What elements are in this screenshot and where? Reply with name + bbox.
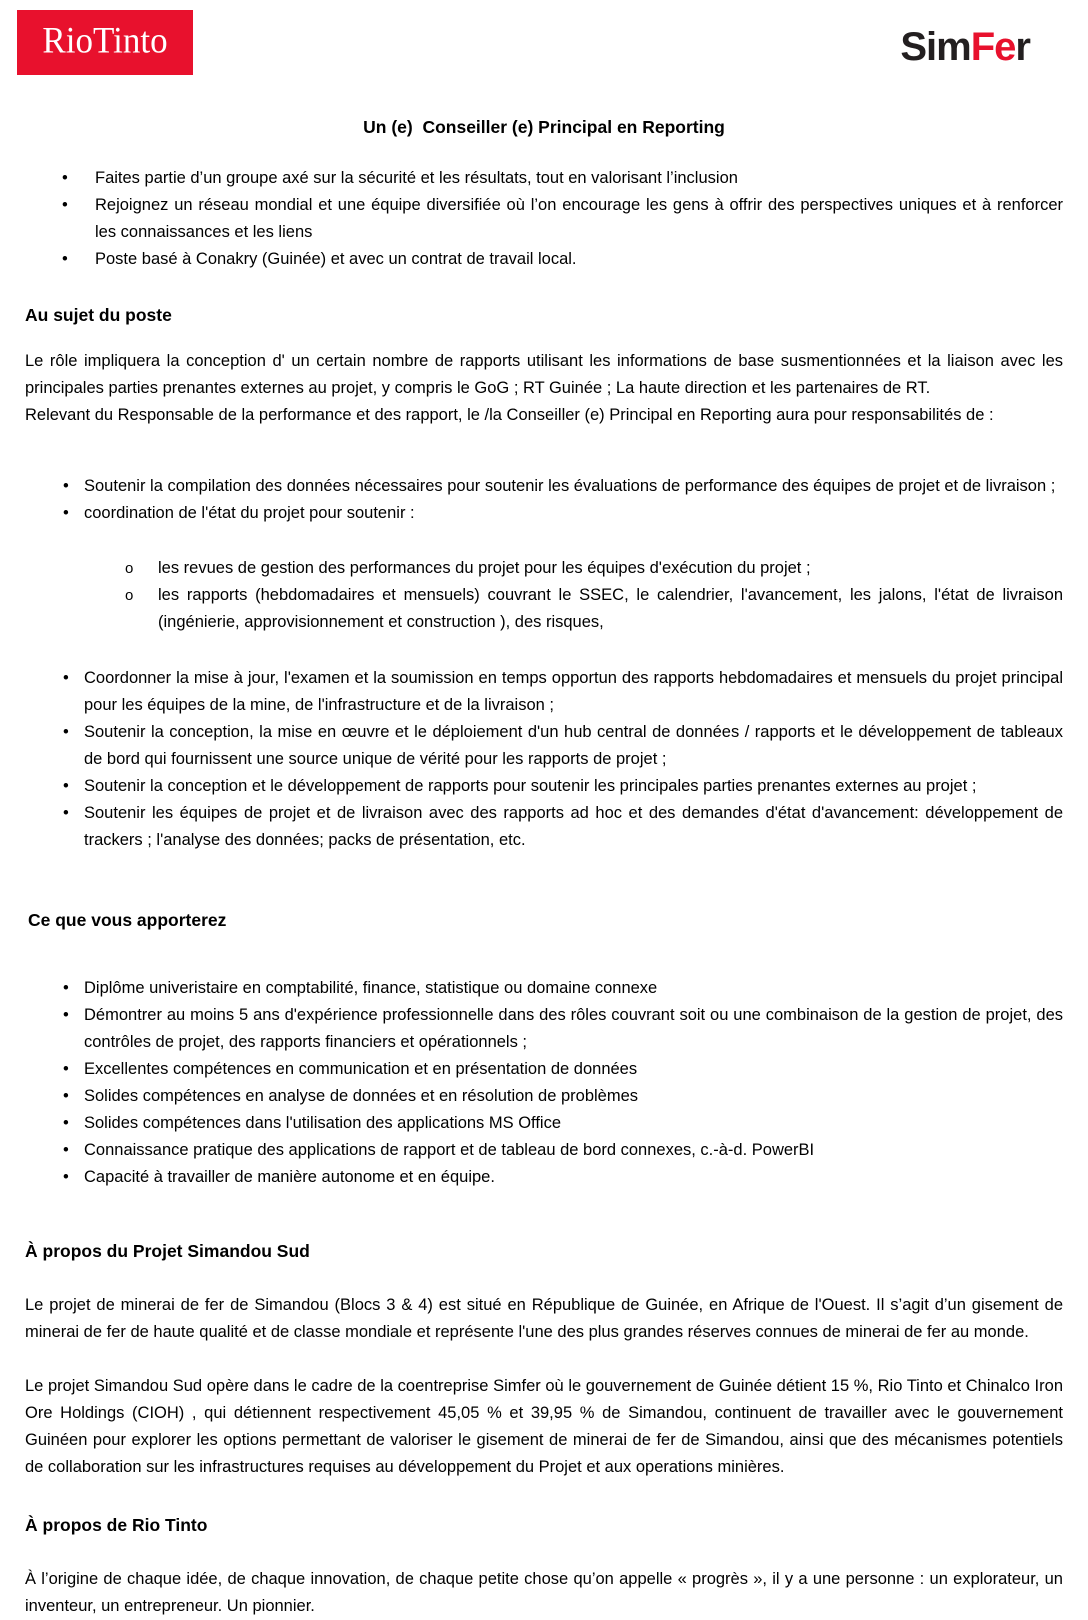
list-item: • Soutenir la conception, la mise en œuvre et le déploiement d'un hub central de données / rapports et le développement de tableaux de bord qui fournissent une source unique de vérité pour les rapports de projet ; — [84, 719, 1063, 773]
simfer-logo — [900, 27, 1030, 67]
intro-bullet-list — [25, 165, 1063, 273]
list-item: • Rejoignez un réseau mondial et une équipe diversifiée où l’on encourage les gens à offrir des perspectives uniques et à renforcer les connaissances et les liens — [95, 192, 1063, 246]
simfer-logo-sim: Sim — [900, 25, 971, 69]
paragraph: À l’origine de chaque idée, de chaque innovation, de chaque petite chose qu’on appelle « progrès », il y a une personne : un explorateur, un inventeur, un entrepreneur. Un pionnier. — [25, 1570, 1063, 1615]
list-item: • Solides compétences en analyse de données et en résolution de problèmes — [84, 1083, 1063, 1110]
list-item: • Connaissance pratique des applications de rapport et de tableau de bord connexes, c.-à-d. PowerBI — [84, 1137, 1063, 1164]
section-heading-about-project: À propos du Projet Simandou Sud — [25, 1241, 310, 1261]
list-item: • Faites partie d’un groupe axé sur la sécurité et les résultats, tout en valorisant l’inclusion — [95, 165, 1063, 192]
list-item: • Capacité à travailler de manière autonome et en équipe. — [84, 1164, 1063, 1191]
list-item: • Solides compétences dans l'utilisation des applications MS Office — [84, 1110, 1063, 1137]
list-item: • Démontrer au moins 5 ans d'expérience professionnelle dans des rôles couvrant soit ou une combinaison de la gestion de projet, des contrôles de projet, des rapports financiers et opérationnels ; — [84, 1002, 1063, 1056]
section-heading-about-riotinto: À propos de Rio Tinto — [25, 1515, 208, 1535]
page-header — [0, 0, 1088, 80]
paragraph: Le projet de minerai de fer de Simandou (Blocs 3 & 4) est situé en République de Guinée, en Afrique de l'Ouest. Il s’agit d’un gisement de minerai de fer de haute qualité et de classe mondiale et représente l'une des plus grandes réserves connues de minerai de fer au monde. — [25, 1296, 1063, 1341]
document-body — [0, 114, 1088, 1620]
list-item: • Poste basé à Conakry (Guinée) et avec un contrat de travail local. — [95, 246, 1063, 273]
job-title: Un (e) Conseiller (e) Principal en Reporting — [363, 117, 725, 137]
section-heading-you-bring: Ce que vous apporterez — [28, 910, 227, 930]
section-heading-about-role: Au sujet du poste — [25, 305, 172, 325]
responsibilities-sub-list — [25, 555, 1063, 636]
list-item: • Soutenir la compilation des données nécessaires pour soutenir les évaluations de performance des équipes de projet et de livraison ; — [84, 473, 1063, 500]
list-item: • Soutenir la conception et le développement de rapports pour soutenir les principales parties prenantes externes au projet ; — [84, 773, 1063, 800]
about-role-paragraphs — [25, 348, 1063, 429]
list-item: • coordination de l'état du projet pour soutenir : — [84, 500, 1063, 527]
list-item: • Excellentes compétences en communication et en présentation de données — [84, 1056, 1063, 1083]
sub-list-item: o les rapports (hebdomadaires et mensuels) couvrant le SSEC, le calendrier, l'avancement, les jalons, l'état de livraison (ingénierie, approvisionnement et construction ), des risques, — [158, 582, 1063, 636]
responsibilities-list-continued — [25, 665, 1063, 854]
simfer-logo-r: r — [1015, 25, 1030, 69]
simfer-logo-fe: Fe — [970, 25, 1016, 69]
rio-tinto-logo-text: RioTinto — [42, 19, 168, 61]
list-item: • Soutenir les équipes de projet et de livraison avec des rapports ad hoc et des demandes d'état d'avancement: développement de trackers ; l'analyse des données; packs de présentation, etc. — [84, 800, 1063, 854]
paragraph: Relevant du Responsable de la performance et des rapport, le /la Conseiller (e) Principal en Reporting aura pour responsabilités de : — [25, 406, 994, 424]
list-item: • Coordonner la mise à jour, l'examen et la soumission en temps opportun des rapports hebdomadaires et mensuels du projet principal pour les équipes de la mine, de l'infrastructure et de la livraison ; — [84, 665, 1063, 719]
list-item: • Diplôme univeristaire en comptabilité, finance, statistique ou domaine connexe — [84, 975, 1063, 1002]
sub-list-item: o les revues de gestion des performances du projet pour les équipes d'exécution du projet ; — [158, 555, 1063, 582]
paragraph: Le rôle impliquera la conception d' un certain nombre de rapports utilisant les informations de base susmentionnées et la liaison avec les principales parties prenantes externes au projet, y compris le GoG ; RT Guinée ; La haute direction et les partenaires de RT. — [25, 352, 1063, 397]
rio-tinto-logo — [17, 10, 193, 75]
paragraph: Le projet Simandou Sud opère dans le cadre de la coentreprise Simfer où le gouvernement de Guinée détient 15 %, Rio Tinto et Chinalco Iron Ore Holdings (CIOH) , qui détiennent respectivement 45,05 % et 39,95 % de Simandou, continuent de travailler avec le gouvernement Guinéen pour explorer les options permettant de valoriser le gisement de minerai de fer de Simandou, ainsi que des mécanismes potentiels de collaboration sur les infrastructures requises au développement du Projet et aux operations minières. — [25, 1377, 1063, 1476]
qualifications-list — [25, 975, 1063, 1191]
responsibilities-list — [25, 473, 1063, 527]
